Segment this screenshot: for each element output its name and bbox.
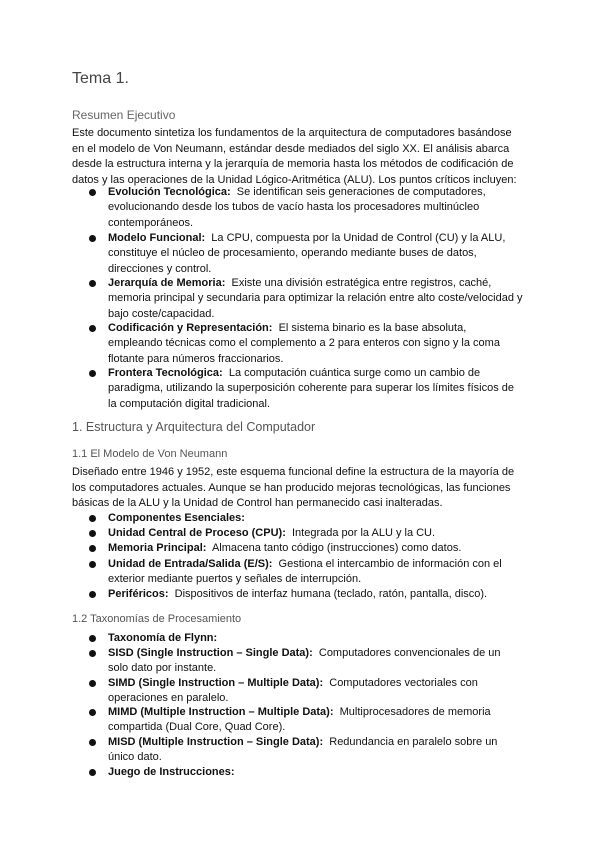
item-term: Taxonomía de Flynn: xyxy=(108,632,218,644)
list-item xyxy=(108,676,548,707)
bullet-icon xyxy=(89,515,96,522)
list-item xyxy=(108,631,548,646)
point-text: Se identifican seis generaciones de computadores, xyxy=(236,186,486,198)
bullet-icon xyxy=(89,530,96,537)
list-item xyxy=(108,587,548,602)
bullet-icon xyxy=(89,561,96,568)
point-text: La CPU, compuesta por la Unidad de Control (CU) y la ALU, xyxy=(211,232,506,244)
item-text: Dispositivos de interfaz humana (teclado, ratón, pantalla, disco). xyxy=(174,588,488,600)
paragraph-line: los computadores actuales. Aunque se han producido mejoras tecnológicas, las funciones xyxy=(72,481,511,494)
document-title: Tema 1. xyxy=(72,70,129,87)
section-1-2-heading: 1.2 Taxonomías de Procesamiento xyxy=(72,613,242,625)
bullet-icon xyxy=(89,709,96,716)
item-text: compartida (Dual Core, Quad Core). xyxy=(108,721,286,734)
intro-line: desde la estructura interna y la jerarquía de memoria hasta los métodos de codificación de xyxy=(72,158,514,170)
point-text: Existe una división estratégica entre registros, caché, xyxy=(231,277,492,289)
list-item xyxy=(108,557,548,588)
item-term: Juego de Instrucciones: xyxy=(108,766,235,778)
item-term: Componentes Esenciales: xyxy=(108,512,245,524)
item-text: solo dato por instante. xyxy=(108,662,217,675)
item-term: SIMD (Single Instruction – Multiple Data): xyxy=(108,677,324,689)
point-text: El sistema binario es la base absoluta, xyxy=(278,322,467,334)
bullet-icon xyxy=(89,635,96,642)
item-text: exterior mediante puertos y señales de interrupción. xyxy=(108,573,362,586)
list-item xyxy=(108,705,548,736)
item-term: Unidad Central de Proceso (CPU): xyxy=(108,527,286,539)
bullet-icon xyxy=(89,325,96,332)
intro-line: en el modelo de Von Neumann, estándar desde mediados del siglo XX. El análisis abarca xyxy=(72,142,510,155)
point-text: paradigma, utilizando la superposición coherente para superar los límites físicos de xyxy=(108,382,514,395)
item-term: Unidad de Entrada/Salida (E/S): xyxy=(108,558,273,570)
summary-point xyxy=(108,321,548,367)
bullet-icon xyxy=(89,235,96,242)
list-item xyxy=(108,526,548,541)
list-item xyxy=(108,765,548,780)
item-term: MIMD (Multiple Instruction – Multiple Data): xyxy=(108,706,334,718)
section-1-heading: 1. Estructura y Arquitectura del Computador xyxy=(72,420,316,434)
point-text: evolucionando desde los tubos de vacío hasta los procesadores multinúcleo xyxy=(108,201,480,214)
point-text: flotante para números fraccionarios. xyxy=(108,352,284,365)
summary-point xyxy=(108,276,548,322)
point-text: la computación digital tradicional. xyxy=(108,397,271,410)
item-text: Computadores convencionales de un xyxy=(318,647,501,659)
point-term: Modelo Funcional: xyxy=(108,232,206,244)
summary-point xyxy=(108,366,548,412)
list-item xyxy=(108,511,548,526)
item-text: Integrada por la ALU y la CU. xyxy=(291,527,436,539)
item-text: Computadores vectoriales con xyxy=(329,677,478,689)
point-term: Evolución Tecnológica: xyxy=(108,186,231,198)
bullet-icon xyxy=(89,545,96,552)
item-term: Periféricos: xyxy=(108,588,169,600)
summary-point xyxy=(108,185,548,231)
point-text: memoria principal y secundaria para optimizar la relación entre alto coste/velocidad y xyxy=(108,292,523,305)
intro-line: datos y las operaciones de la Unidad Lógico-Aritmética (ALU). Los puntos críticos incluyen: xyxy=(72,173,517,186)
point-text: empleando técnicas como el complemento a 2 para enteros con signo y la coma xyxy=(108,337,500,350)
bullet-icon xyxy=(89,650,96,657)
bullet-icon xyxy=(89,680,96,687)
point-text: La computación cuántica surge como un cambio de xyxy=(228,367,481,379)
point-text: bajo coste/capacidad. xyxy=(108,307,215,320)
point-term: Frontera Tecnológica: xyxy=(108,367,223,379)
paragraph-line: Diseñado entre 1946 y 1952, este esquema funcional define la estructura de la mayoría de xyxy=(72,466,515,478)
item-term: MISD (Multiple Instruction – Single Data): xyxy=(108,736,324,748)
point-term: Jerarquía de Memoria: xyxy=(108,277,226,289)
intro-line: Este documento sintetiza los fundamentos de la arquitectura de computadores basándose xyxy=(72,127,512,139)
bullet-icon xyxy=(89,280,96,287)
point-term: Codificación y Representación: xyxy=(108,322,273,334)
list-item xyxy=(108,646,548,677)
bullet-icon xyxy=(89,189,96,196)
item-text: operaciones en paralelo. xyxy=(108,692,229,705)
section-1-1-paragraph xyxy=(72,465,532,512)
item-text: Redundancia en paralelo sobre un xyxy=(329,736,498,748)
item-text: Gestiona el intercambio de información con el xyxy=(278,558,502,570)
bullet-icon xyxy=(89,591,96,598)
section-1-1-heading: 1.1 El Modelo de Von Neumann xyxy=(72,448,228,460)
summary-point xyxy=(108,231,548,277)
executive-summary-intro xyxy=(72,126,532,188)
item-text: único dato. xyxy=(108,751,162,764)
paragraph-line: básicas de la ALU y la Unidad de Control han permanecido casi inalteradas. xyxy=(72,497,443,509)
bullet-icon xyxy=(89,769,96,776)
item-term: Memoria Principal: xyxy=(108,542,207,554)
item-text: Almacena tanto código (instrucciones) como datos. xyxy=(211,542,462,554)
item-term: SISD (Single Instruction – Single Data): xyxy=(108,647,313,659)
item-text: Multiprocesadores de memoria xyxy=(339,706,491,718)
bullet-icon xyxy=(89,370,96,377)
executive-summary-heading: Resumen Ejecutivo xyxy=(72,108,176,122)
list-item xyxy=(108,541,548,556)
bullet-icon xyxy=(89,739,96,746)
point-text: constituye el núcleo de procesamiento, operando mediante buses de datos, xyxy=(108,247,477,260)
point-text: direcciones y control. xyxy=(108,262,212,275)
list-item xyxy=(108,735,548,766)
point-text: contemporáneos. xyxy=(108,216,193,229)
